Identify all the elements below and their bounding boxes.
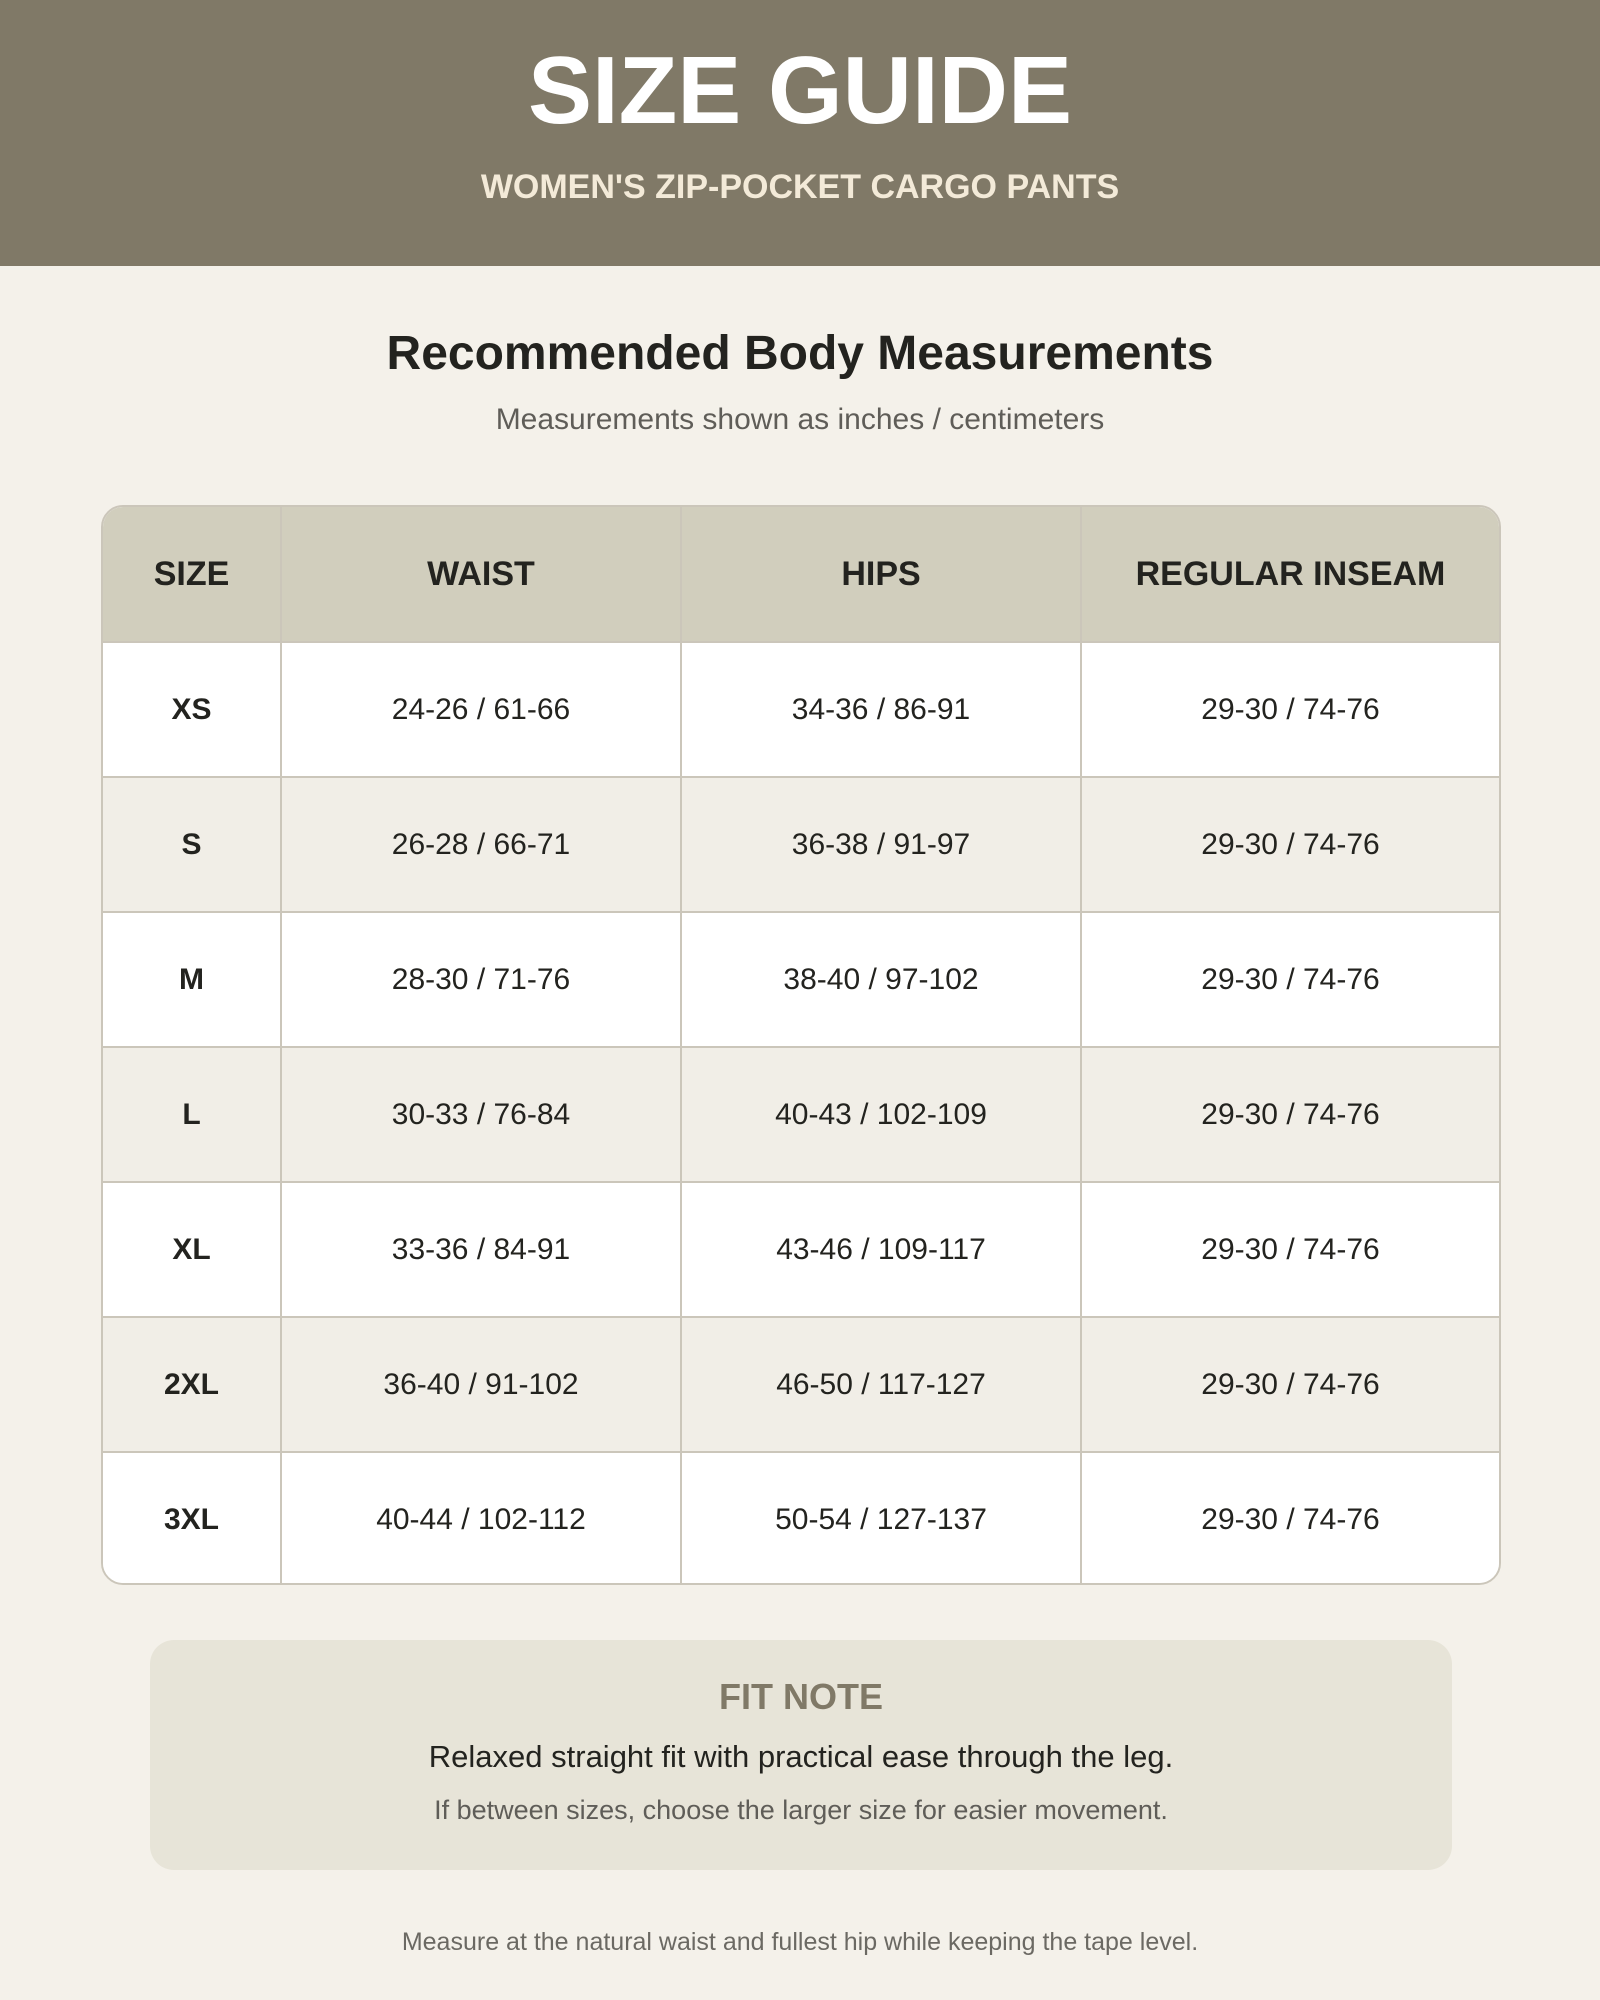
fit-note-main-text: Relaxed straight fit with practical ease through the leg. [428, 1739, 1174, 1774]
column-header-hips: HIPS [681, 507, 1081, 642]
waist-cell: 28-30 / 71-76 [281, 912, 681, 1047]
size-table [101, 505, 1501, 1585]
column-header-waist: WAIST [281, 507, 681, 642]
size-cell: XS [103, 642, 281, 777]
footer-note: Measure at the natural waist and fullest hip while keeping the tape level. [401, 1928, 1199, 1956]
hips-cell: 43-46 / 109-117 [681, 1182, 1081, 1317]
size-cell: 3XL [103, 1452, 281, 1585]
waist-cell: 40-44 / 102-112 [281, 1452, 681, 1585]
inseam-cell: 29-30 / 74-76 [1081, 1047, 1499, 1182]
column-header-size: SIZE [103, 507, 281, 642]
table-row [103, 642, 1499, 777]
waist-cell: 24-26 / 61-66 [281, 642, 681, 777]
table-row [103, 777, 1499, 912]
table-row [103, 912, 1499, 1047]
hips-cell: 50-54 / 127-137 [681, 1452, 1081, 1585]
waist-cell: 33-36 / 84-91 [281, 1182, 681, 1317]
inseam-cell: 29-30 / 74-76 [1081, 912, 1499, 1047]
size-cell: L [103, 1047, 281, 1182]
column-header-inseam: REGULAR INSEAM [1081, 507, 1499, 642]
table-row [103, 1452, 1499, 1585]
page-title: SIZE GUIDE [527, 37, 1073, 144]
fit-note-title: FIT NOTE [719, 1676, 883, 1717]
product-name: WOMEN'S ZIP-POCKET CARGO PANTS [480, 168, 1120, 206]
hips-cell: 34-36 / 86-91 [681, 642, 1081, 777]
waist-cell: 30-33 / 76-84 [281, 1047, 681, 1182]
inseam-cell: 29-30 / 74-76 [1081, 777, 1499, 912]
section-title: Recommended Body Measurements [386, 327, 1214, 380]
inseam-cell: 29-30 / 74-76 [1081, 1182, 1499, 1317]
fit-note-box [150, 1640, 1452, 1870]
table-row [103, 1182, 1499, 1317]
table-row [103, 1047, 1499, 1182]
inseam-cell: 29-30 / 74-76 [1081, 642, 1499, 777]
hips-cell: 38-40 / 97-102 [681, 912, 1081, 1047]
header-banner [0, 0, 1600, 266]
waist-cell: 36-40 / 91-102 [281, 1317, 681, 1452]
size-cell: S [103, 777, 281, 912]
hips-cell: 46-50 / 117-127 [681, 1317, 1081, 1452]
table-row [103, 1317, 1499, 1452]
waist-cell: 26-28 / 66-71 [281, 777, 681, 912]
size-cell: M [103, 912, 281, 1047]
section-subtitle: Measurements shown as inches / centimeters [495, 403, 1105, 436]
hips-cell: 36-38 / 91-97 [681, 777, 1081, 912]
inseam-cell: 29-30 / 74-76 [1081, 1317, 1499, 1452]
hips-cell: 40-43 / 102-109 [681, 1047, 1081, 1182]
fit-note-sub-text: If between sizes, choose the larger size for easier movement. [434, 1795, 1168, 1825]
size-cell: 2XL [103, 1317, 281, 1452]
size-cell: XL [103, 1182, 281, 1317]
table-header-row [103, 507, 1499, 642]
inseam-cell: 29-30 / 74-76 [1201, 1503, 1380, 1536]
